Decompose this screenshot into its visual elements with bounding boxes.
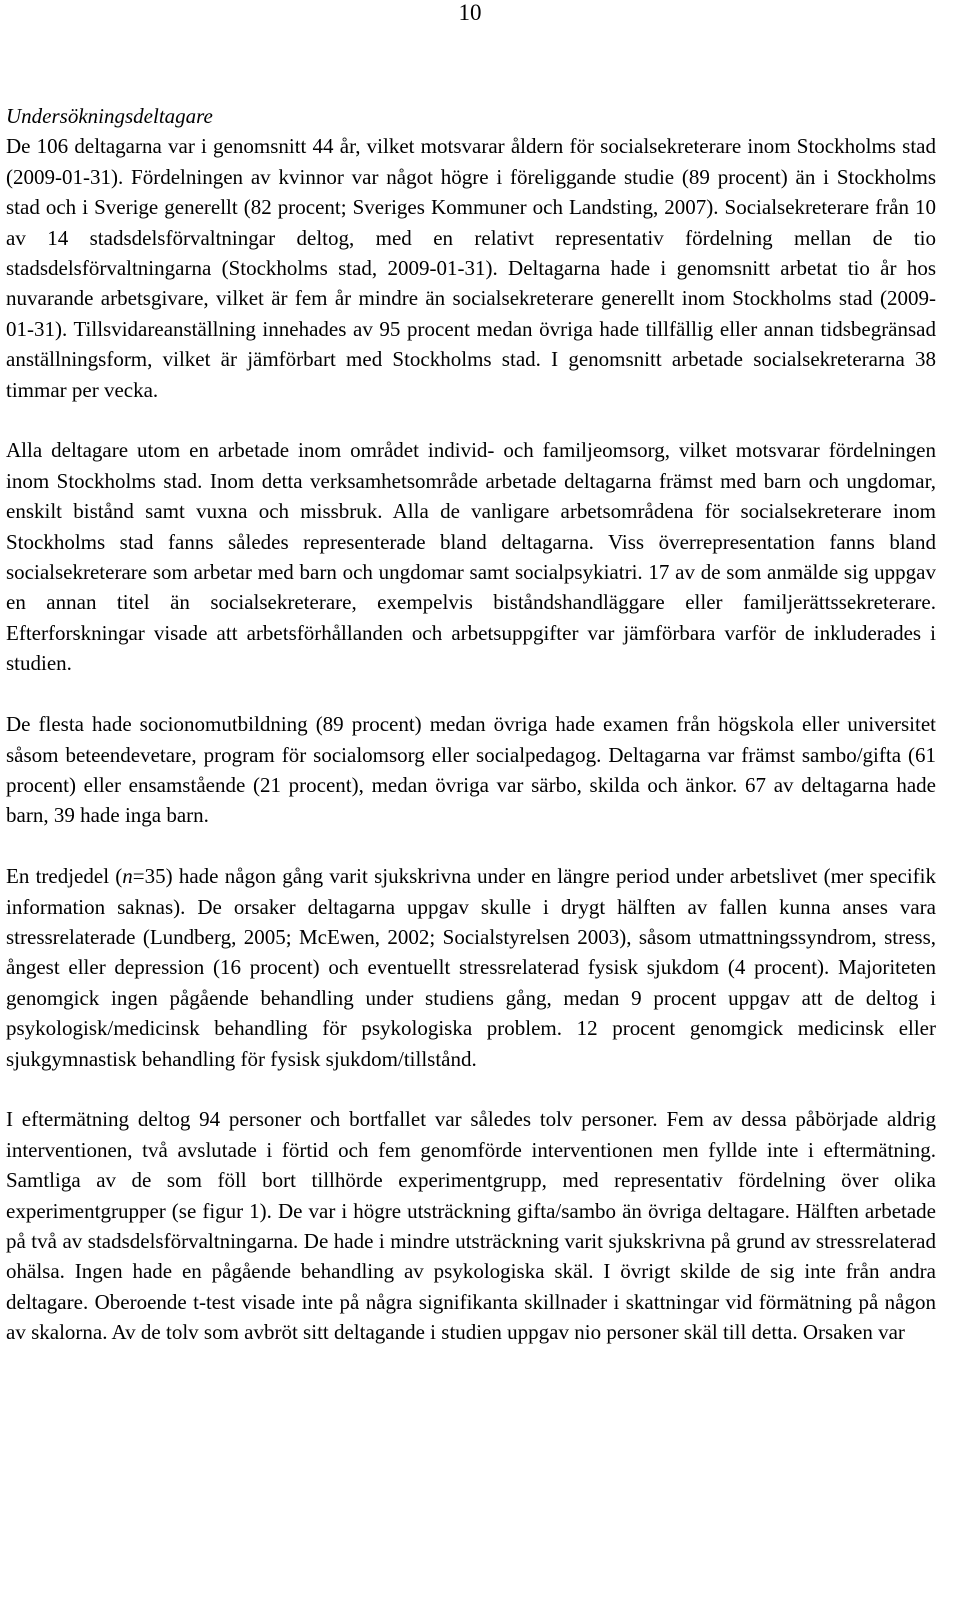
paragraph-education: De flesta hade socionomutbildning (89 procent) medan övriga hade examen från högskola eller universitet såsom beteendevetare, program för socialomsorg eller socialpedagog. Deltagarna var främst sambo/gifta (61 procent) eller ensamstående (21 procent), medan övriga var särbo, skilda och änkor. 67 av deltagarna hade barn, 39 hade inga barn. xyxy=(6,712,936,828)
paragraph-sick-leave xyxy=(6,861,936,1074)
paragraph-text: =35) hade någon gång varit sjukskrivna under en längre period under arbetslivet (mer specifik information saknas). De orsaker deltagarna uppgav skulle i drygt hälften av fallen kunna anses vara stressrelaterade (Lundberg, 2005; McEwen, 2002; Socialstyrelsen 2003), såsom utmattningssyndrom, stress, ångest eller depression (16 procent) och eventuellt stressrelaterad fysisk sjukdom (4 procent). Majoriteten genomgick ingen pågående behandling under studiens gång, medan 9 procent uppgav att de deltog i psykologisk/medicinsk behandling för psykologiska problem. 12 procent genomgick medicinsk eller sjukgymnastisk behandling för fysisk sjukdom/tillstånd. xyxy=(6,864,936,1071)
section-heading: Undersökningsdeltagare xyxy=(6,104,213,128)
paragraph-text: En tredjedel ( xyxy=(6,864,123,889)
paragraph-participants: De 106 deltagarna var i genomsnitt 44 år, vilket motsvarar åldern för socialsekreterare inom Stockholms stad (2009-01-31). Fördelningen av kvinnor var något högre i föreliggande studie (89 procent) än i Stockholms stad och i Sverige generellt (82 procent; Sveriges Kommuner och Landsting, 2007). Socialsekreterare från 10 av 14 stadsdelsförvaltningar deltog, med en relativt representativ fördelning mellan de tio stadsdelsförvaltningarna (Stockholms stad, 2009-01-31). Deltagarna hade i genomsnitt arbetat tio år hos nuvarande arbetsgivare, vilket är fem år mindre än socialsekreterare generellt inom Stockholms stad (2009-01-31). Tillsvidareanställning innehades av 95 procent medan övriga hade tillfällig eller annan tidsbegränsad anställningsform, vilket är jämförbart med Stockholms stad. I genomsnitt arbetade socialsekreterarna 38 timmar per vecka. xyxy=(6,134,936,402)
paragraph-dropout: I eftermätning deltog 94 personer och bortfallet var således tolv personer. Fem av dessa påbörjade aldrig interventionen, två avslutade i förtid och fem genomförde interventionen men fyllde inte i eftermätning. Samtliga av de som föll bort tillhörde experimentgrupp, med representativ fördelning över olika experimentgrupper (se figur 1). De var i högre utsträckning gifta/sambo än övriga deltagare. Hälften arbetade på två av stadsdelsförvaltningarna. De hade i mindre utsträckning varit sjukskrivna på grund av stressrelaterad ohälsa. Ingen hade en pågående behandling av psykologiska skäl. I övrigt skilde de sig inte från andra deltagare. Oberoende t-test visade inte på några signifikanta skillnader i skattningar vid förmätning på någon av skalorna. Av de tolv som avbröt sitt deltagande i studien uppgav nio personer skäl till detta. Orsaken var xyxy=(6,1107,936,1345)
page-number: 10 xyxy=(458,0,482,25)
document-body xyxy=(6,101,936,1348)
italic-n: n xyxy=(122,864,133,889)
paragraph-work-areas: Alla deltagare utom en arbetade inom området individ- och familjeomsorg, vilket motsvarar fördelningen inom Stockholms stad. Inom detta verksamhetsområde arbetade deltagarna främst med barn och ungdomar, enskilt bistånd samt vuxna och missbruk. Alla de vanligare arbetsområdena för socialsekreterare inom Stockholms stad fanns således representerade bland deltagarna. Viss överrepresentation fanns bland socialsekreterare som arbetar med barn och ungdomar samt socialpsykiatri. 17 av de som anmälde sig uppgav en annan titel än socialsekreterare, exempelvis biståndshandläggare eller familjerättssekreterare. Efterforskningar visade att arbetsförhållanden och arbetsuppgifter var jämförbara varför de inkluderades i studien. xyxy=(6,438,936,676)
